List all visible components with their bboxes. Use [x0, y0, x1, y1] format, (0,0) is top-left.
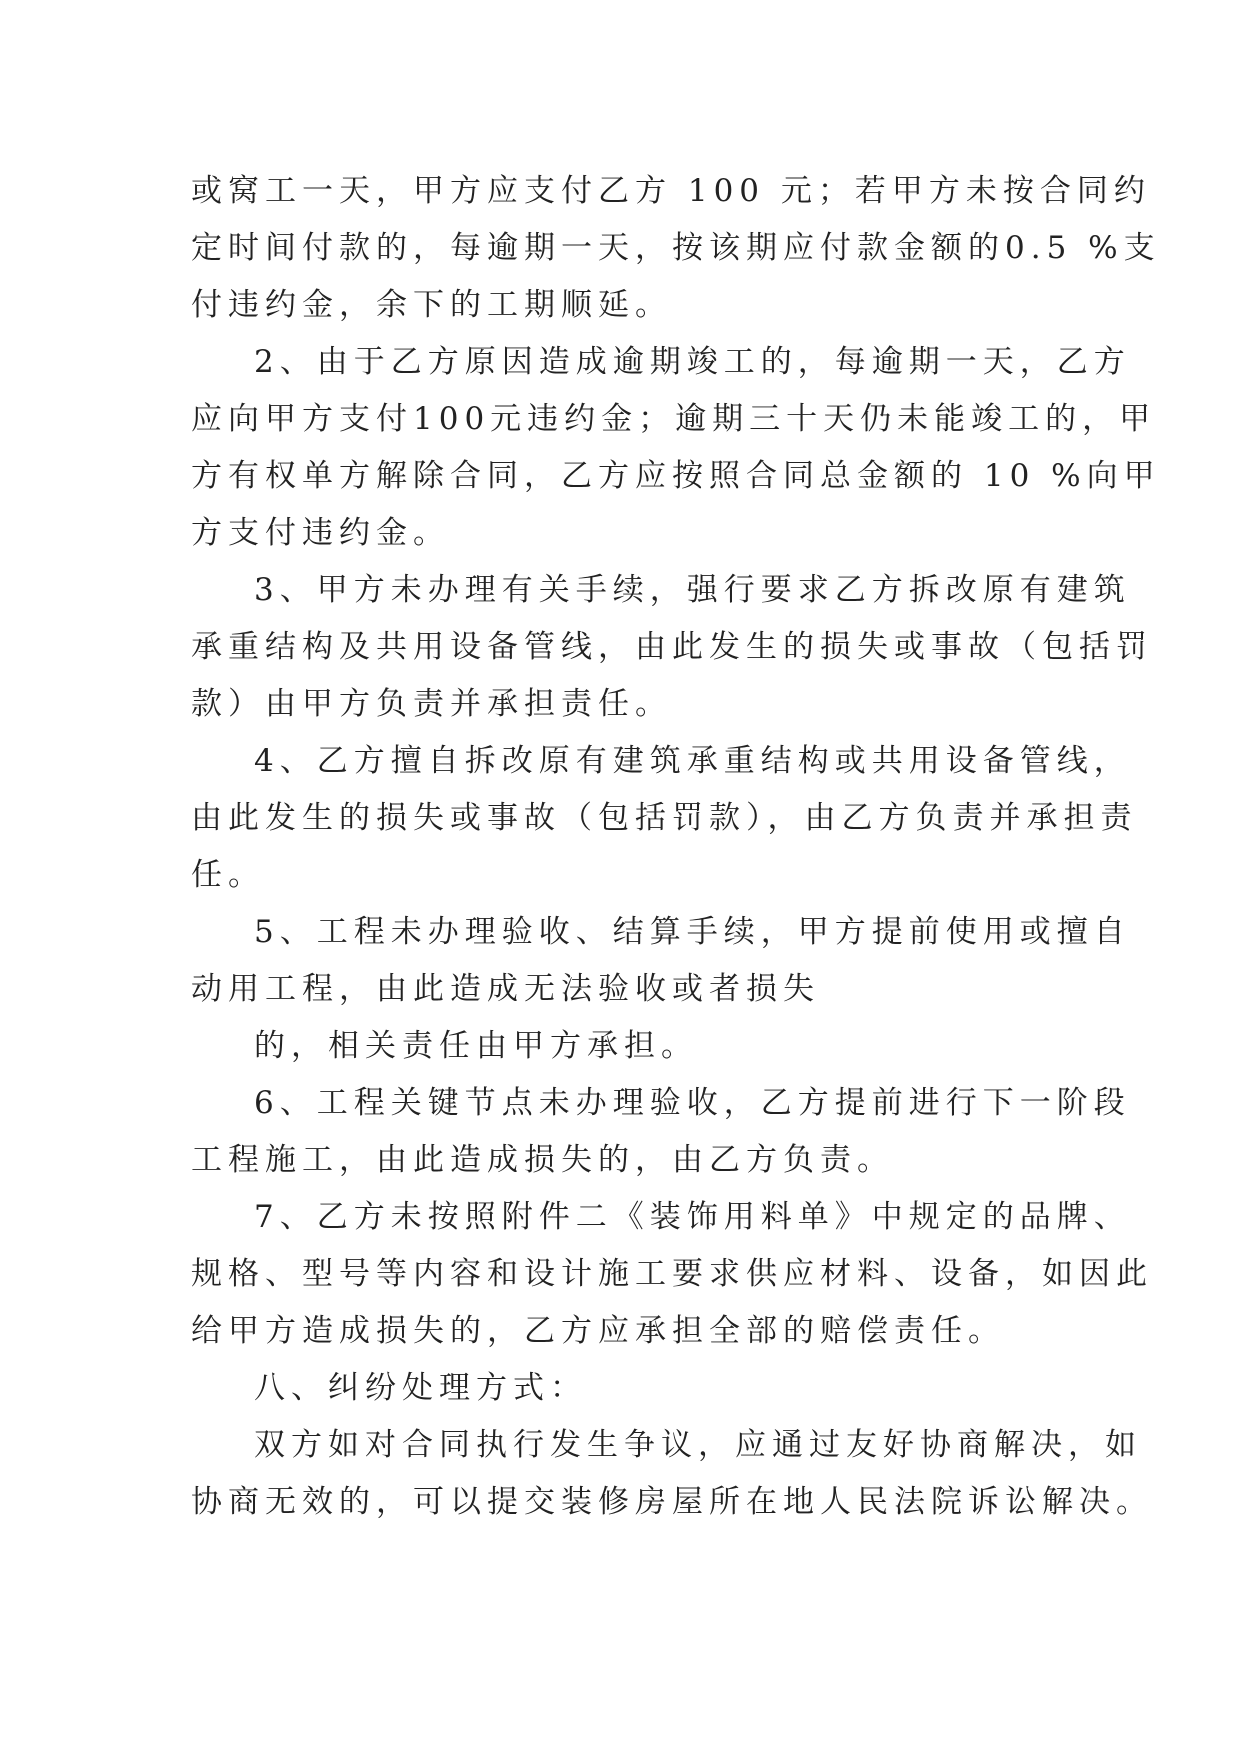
text-line: 3、甲方未办理有关手续，强行要求乙方拆改原有建筑 — [254, 572, 1131, 608]
text-line: 定时间付款的，每逾期一天，按该期应付款金额的0.5 %支 — [191, 230, 1161, 266]
text-line: 八、纠纷处理方式： — [254, 1370, 587, 1406]
text-line: 规格、型号等内容和设计施工要求供应材料、设备，如因此 — [191, 1256, 1153, 1292]
text-line: 协商无效的，可以提交装修房屋所在地人民法院诉讼解决。 — [191, 1484, 1153, 1520]
text-line: 双方如对合同执行发生争议，应通过友好协商解决，如 — [254, 1427, 1142, 1463]
text-line: 款）由甲方负责并承担责任。 — [191, 686, 672, 722]
text-line: 2、由于乙方原因造成逾期竣工的，每逾期一天，乙方 — [254, 344, 1131, 380]
text-line: 动用工程，由此造成无法验收或者损失 — [191, 971, 820, 1007]
text-line: 方支付违约金。 — [191, 515, 450, 551]
text-line: 的，相关责任由甲方承担。 — [254, 1028, 698, 1064]
text-line: 工程施工，由此造成损失的，由乙方负责。 — [191, 1142, 894, 1178]
text-line: 由此发生的损失或事故（包括罚款），由乙方负责并承担责 — [191, 800, 1138, 836]
text-line: 7、乙方未按照附件二《装饰用料单》中规定的品牌、 — [254, 1199, 1131, 1235]
text-line: 付违约金，余下的工期顺延。 — [191, 287, 672, 323]
document-body — [191, 163, 1161, 1531]
text-line: 4、乙方擅自拆改原有建筑承重结构或共用设备管线， — [254, 743, 1131, 779]
text-line: 或窝工一天，甲方应支付乙方 100 元；若甲方未按合同约 — [191, 173, 1151, 209]
text-line: 给甲方造成损失的，乙方应承担全部的赔偿责任。 — [191, 1313, 1005, 1349]
text-line: 承重结构及共用设备管线，由此发生的损失或事故（包括罚 — [191, 629, 1153, 665]
text-line: 方有权单方解除合同，乙方应按照合同总金额的 10 %向甲 — [191, 458, 1161, 494]
text-line: 应向甲方支付100元违约金；逾期三十天仍未能竣工的，甲 — [191, 401, 1157, 437]
text-line: 6、工程关键节点未办理验收，乙方提前进行下一阶段 — [254, 1085, 1131, 1121]
text-line: 任。 — [191, 857, 265, 893]
text-line: 5、工程未办理验收、结算手续，甲方提前使用或擅自 — [254, 914, 1131, 950]
